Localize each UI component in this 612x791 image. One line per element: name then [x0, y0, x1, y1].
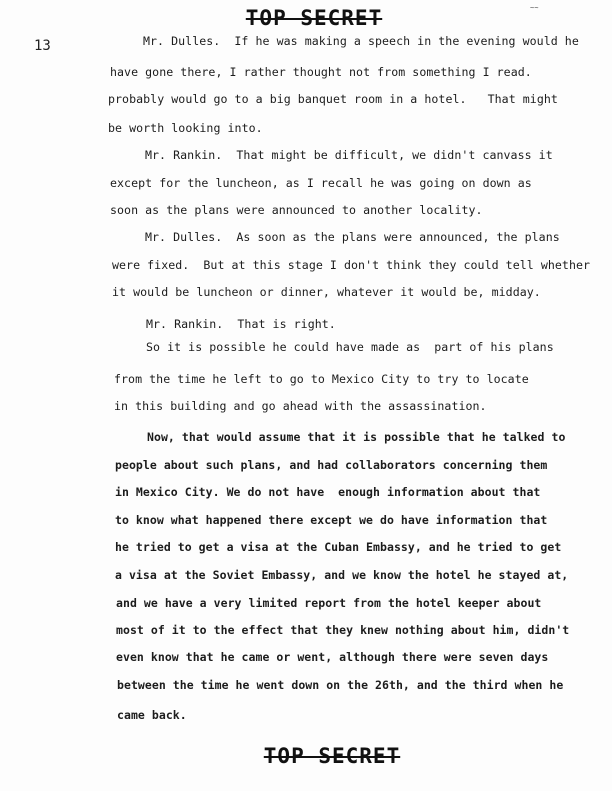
text-line: most of it to the effect that they knew nothing about him, didn't — [116, 623, 570, 637]
text-line: came back. — [117, 708, 187, 722]
text-line: in Mexico City. We do not have enough information about that — [115, 485, 541, 499]
text-line: a visa at the Soviet Embassy, and we know the hotel he stayed at, — [115, 568, 569, 582]
text-line: So it is possible he could have made as part of his plans — [146, 340, 554, 354]
text-line: be worth looking into. — [108, 121, 263, 135]
text-line: soon as the plans were announced to another locality. — [110, 203, 483, 217]
text-line: in this building and go ahead with the assassination. — [114, 399, 487, 413]
text-line: except for the luncheon, as I recall he was going on down as — [110, 176, 532, 190]
classification-footer: TOP SECRET — [263, 744, 401, 768]
text-line: have gone there, I rather thought not from something I read. — [110, 65, 532, 79]
text-line: between the time he went down on the 26th, and the third when he — [117, 678, 564, 692]
text-line: people about such plans, and had collaborators concerning them — [115, 458, 548, 472]
text-line: probably would go to a big banquet room in a hotel. That might — [108, 92, 558, 106]
text-line: were fixed. But at this stage I don't think they could tell whether — [112, 258, 591, 272]
classification-header: TOP SECRET — [245, 6, 383, 30]
text-line: to know what happened there except we do have information that — [115, 513, 548, 527]
text-line: and we have a very limited report from the hotel keeper about — [116, 596, 542, 610]
text-line: from the time he left to go to Mexico City to try to locate — [114, 372, 529, 386]
text-line: Now, that would assume that it is possible that he talked to — [147, 430, 566, 444]
page-number: 13 — [34, 38, 51, 54]
text-line: he tried to get a visa at the Cuban Embassy, and he tried to get — [115, 540, 562, 554]
corner-mark: ~~ — [530, 4, 539, 12]
text-line: Mr. Dulles. If he was making a speech in the evening would he — [143, 34, 579, 48]
text-line: even know that he came or went, although there were seven days — [116, 650, 549, 664]
text-line: Mr. Rankin. That is right. — [146, 317, 336, 331]
text-line: it would be luncheon or dinner, whatever it would be, midday. — [112, 285, 541, 299]
text-line: Mr. Dulles. As soon as the plans were announced, the plans — [145, 230, 560, 244]
text-line: Mr. Rankin. That might be difficult, we didn't canvass it — [145, 148, 553, 162]
